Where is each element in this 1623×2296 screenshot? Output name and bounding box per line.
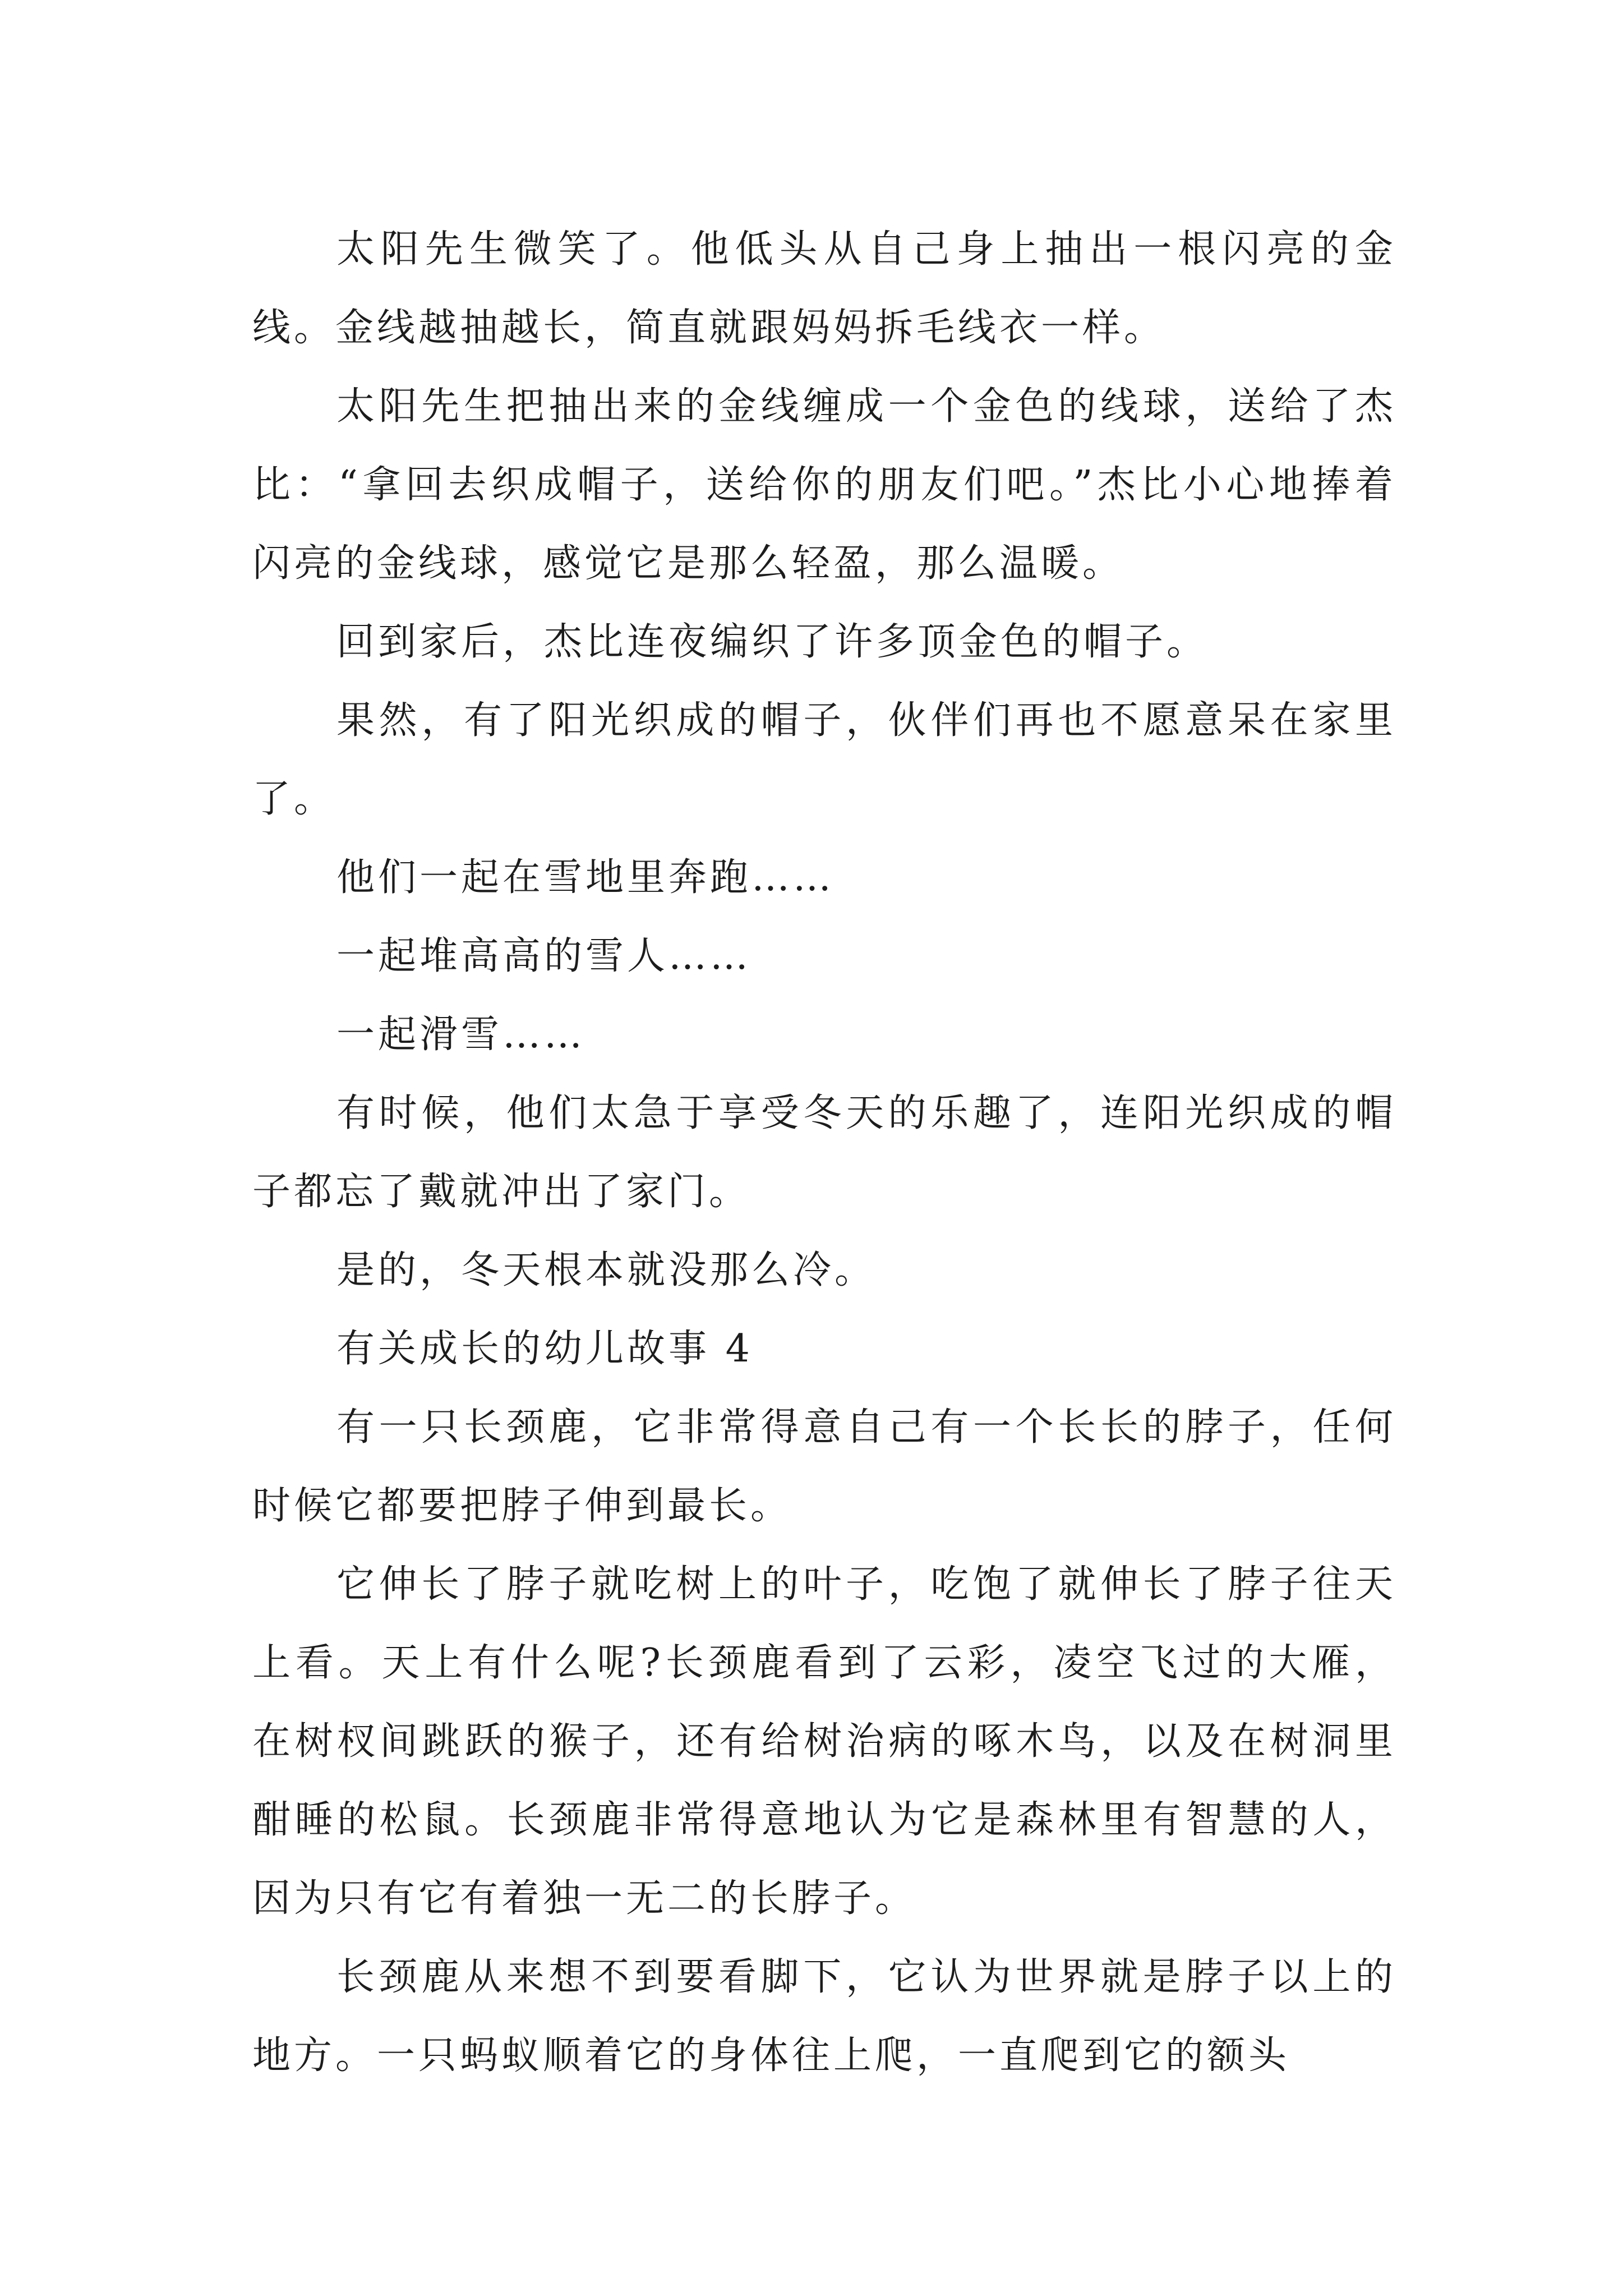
document-body	[252, 210, 1396, 2095]
paragraph: 回到家后，杰比连夜编织了许多顶金色的帽子。	[336, 620, 1209, 664]
paragraph: 太阳先生微笑了。他低头从自己身上抽出一根闪亮的金线。金线越抽越长，简直就跟妈妈拆毛线衣一样。	[252, 227, 1396, 350]
paragraph: 一起滑雪……	[336, 1013, 586, 1057]
paragraph: 它伸长了脖子就吃树上的叶子，吃饱了就伸长了脖子往天上看。天上有什么呢?长颈鹿看到了云彩，凌空飞过的大雁，在树杈间跳跃的猴子，还有给树治病的啄木鸟，以及在树洞里酣睡的松鼠。长颈鹿非常得意地认为它是森林里有智慧的人，因为只有它有着独一无二的长脖子。	[252, 1562, 1396, 1921]
paragraph: 有一只长颈鹿，它非常得意自己有一个长长的脖子，任何时候它都要把脖子伸到最长。	[252, 1405, 1396, 1528]
paragraph: 长颈鹿从来想不到要看脚下，它认为世界就是脖子以上的地方。一只蚂蚁顺着它的身体往上爬，一直爬到它的额头	[252, 1955, 1396, 2078]
paragraph: 太阳先生把抽出来的金线缠成一个金色的线球，送给了杰比：“拿回去织成帽子，送给你的朋友们吧。”杰比小心地捧着闪亮的金线球，感觉它是那么轻盈，那么温暖。	[252, 384, 1396, 586]
paragraph: 一起堆高高的雪人……	[336, 934, 752, 978]
paragraph: 有时候，他们太急于享受冬天的乐趣了，连阳光织成的帽子都忘了戴就冲出了家门。	[252, 1091, 1396, 1214]
section-heading: 有关成长的幼儿故事 4	[336, 1327, 753, 1371]
paragraph: 他们一起在雪地里奔跑……	[336, 855, 835, 900]
paragraph: 是的，冬天根本就没那么冷。	[336, 1248, 877, 1292]
paragraph: 果然，有了阳光织成的帽子，伙伴们再也不愿意呆在家里了。	[252, 698, 1396, 821]
